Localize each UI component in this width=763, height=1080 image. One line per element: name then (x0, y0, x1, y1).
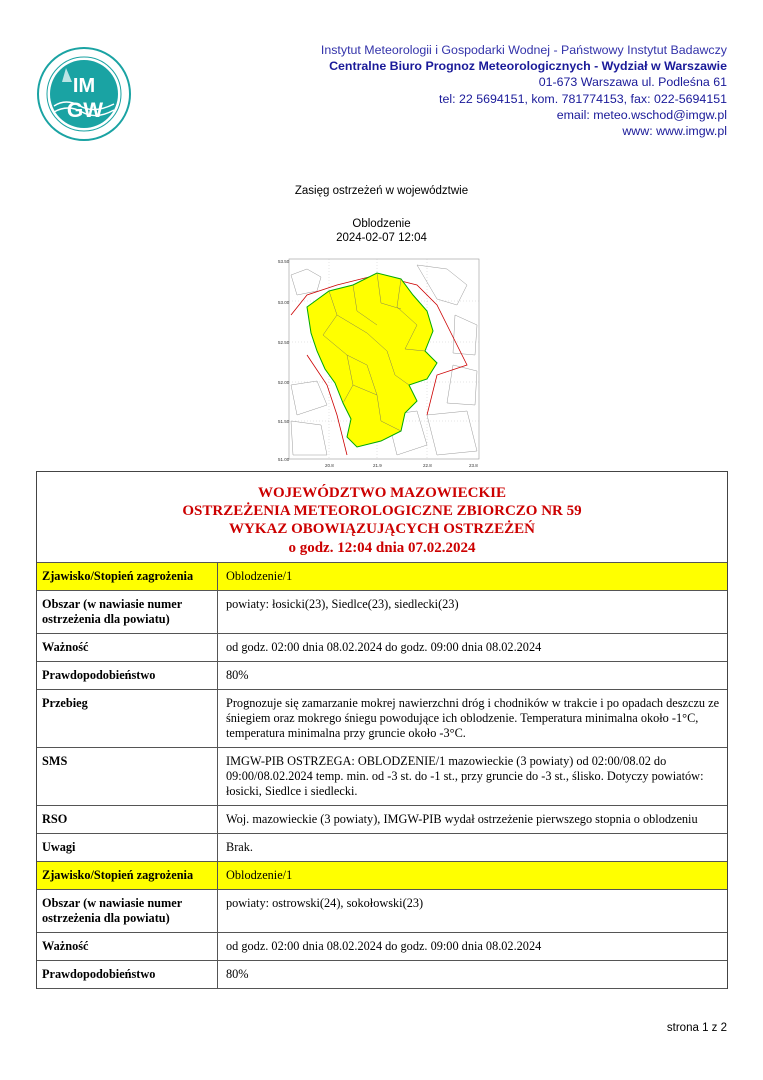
warning-row-key: Obszar (w nawiasie numer ostrzeżenia dla powiatu) (37, 591, 218, 633)
warning-rows (37, 562, 727, 989)
logo-letters-bottom: GW (66, 99, 104, 122)
warning-row (37, 689, 727, 747)
warning-row-value: powiaty: ostrowski(24), sokołowski(23) (226, 895, 424, 910)
y-tick: 51.50 (278, 419, 290, 424)
warning-row-key: Zjawisko/Stopień zagrożenia (37, 563, 218, 590)
y-tick: 52.00 (278, 380, 290, 385)
page-number: strona 1 z 2 (666, 1022, 727, 1034)
warning-row-value: Brak. (226, 839, 253, 854)
x-tick: 23.8 (469, 463, 478, 468)
y-tick: 53.50 (278, 259, 290, 264)
warning-box (36, 471, 728, 989)
warning-row (37, 590, 727, 633)
warning-row (37, 889, 727, 932)
y-tick: 51.00 (278, 457, 290, 462)
warning-row-value: 80% (226, 966, 249, 981)
warning-row-key: RSO (37, 806, 218, 833)
warning-row-value: powiaty: łosicki(23), Siedlce(23), siedlecki(23) (226, 596, 459, 611)
map-subcaption (0, 218, 763, 245)
warning-title-line: o godz. 12:04 dnia 07.02.2024 (288, 539, 476, 556)
warning-row (37, 562, 727, 590)
bureau-name: Centralne Biuro Prognoz Meteorologicznych - Wydział w Warszawie (329, 59, 727, 74)
imgw-logo (36, 46, 132, 142)
warning-row-value: Woj. mazowieckie (3 powiaty), IMGW-PIB wydał ostrzeżenie pierwszego stopnia o oblodzeniu (226, 811, 698, 826)
warning-row-value: Oblodzenie/1 (226, 867, 293, 882)
warning-row-value: Oblodzenie/1 (226, 568, 293, 583)
warning-map (277, 255, 483, 469)
warning-row-key: Przebieg (37, 690, 218, 747)
institute-header (257, 42, 727, 139)
warning-row (37, 960, 727, 989)
phone: tel: 22 5694151, kom. 781774153, fax: 022-5694151 (439, 91, 727, 106)
warning-row-key: Ważność (37, 933, 218, 960)
warning-row-key: Ważność (37, 634, 218, 661)
warning-row (37, 633, 727, 661)
warning-row (37, 932, 727, 960)
warning-row-value: IMGW-PIB OSTRZEGA: OBLODZENIE/1 mazowieckie (3 powiaty) od 02:00/08.02 do 09:00/08.02.2024 temp. min. od -3 st. do -1 st., przy gruncie do -3 st., ślisko. Dotyczy powiatów: łosicki, Siedlce i siedlecki. (226, 753, 704, 798)
warning-row-value: Prognozuje się zamarzanie mokrej nawierzchni dróg i chodników w trakcie i po opadach deszczu ze śniegiem oraz mokrego śniegu powodujące ich oblodzenie. Temperatura minimalna około -1°C, temperatura minimalna przy gruncie około -3°C. (226, 695, 720, 740)
warning-row-value: od godz. 02:00 dnia 08.02.2024 do godz. 09:00 dnia 08.02.2024 (226, 938, 542, 953)
warning-title-line: WYKAZ OBOWIĄZUJĄCYCH OSTRZEŻEŃ (229, 521, 535, 538)
x-tick: 22.8 (423, 463, 432, 468)
y-tick: 53.00 (278, 300, 290, 305)
warning-row (37, 805, 727, 833)
warning-row-value: 80% (226, 667, 249, 682)
warning-row-key: SMS (37, 748, 218, 805)
warning-row-key: Obszar (w nawiasie numer ostrzeżenia dla powiatu) (37, 890, 218, 932)
warning-title-line: WOJEWÓDZTWO MAZOWIECKIE (258, 485, 506, 501)
warning-row (37, 861, 727, 889)
warning-row (37, 661, 727, 689)
warning-title-line: OSTRZEŻENIA METEOROLOGICZNE ZBIORCZO NR 59 (182, 503, 582, 520)
institute-name: Instytut Meteorologii i Gospodarki Wodnej - Państwowy Instytut Badawczy (320, 43, 727, 57)
warning-row-value: od godz. 02:00 dnia 08.02.2024 do godz. 09:00 dnia 08.02.2024 (226, 639, 542, 654)
warning-row-key: Zjawisko/Stopień zagrożenia (37, 862, 218, 889)
map-phenomenon: Oblodzenie (352, 218, 411, 230)
warning-row-key: Uwagi (37, 834, 218, 861)
map-datetime: 2024-02-07 12:04 (336, 231, 427, 244)
warning-title (37, 472, 727, 562)
x-tick: 20.8 (325, 463, 334, 468)
warning-row (37, 747, 727, 805)
warning-row-key: Prawdopodobieństwo (37, 961, 218, 988)
map-caption: Zasięg ostrzeżeń w województwie (294, 185, 469, 197)
y-tick: 52.50 (278, 340, 290, 345)
x-tick: 21.9 (373, 463, 382, 468)
email: email: meteo.wschod@imgw.pl (556, 107, 727, 122)
website: www: www.imgw.pl (622, 124, 727, 139)
address: 01-673 Warszawa ul. Podleśna 61 (538, 75, 727, 90)
warning-row (37, 833, 727, 861)
logo-letters-top: IM (72, 75, 96, 97)
warning-row-key: Prawdopodobieństwo (37, 662, 218, 689)
